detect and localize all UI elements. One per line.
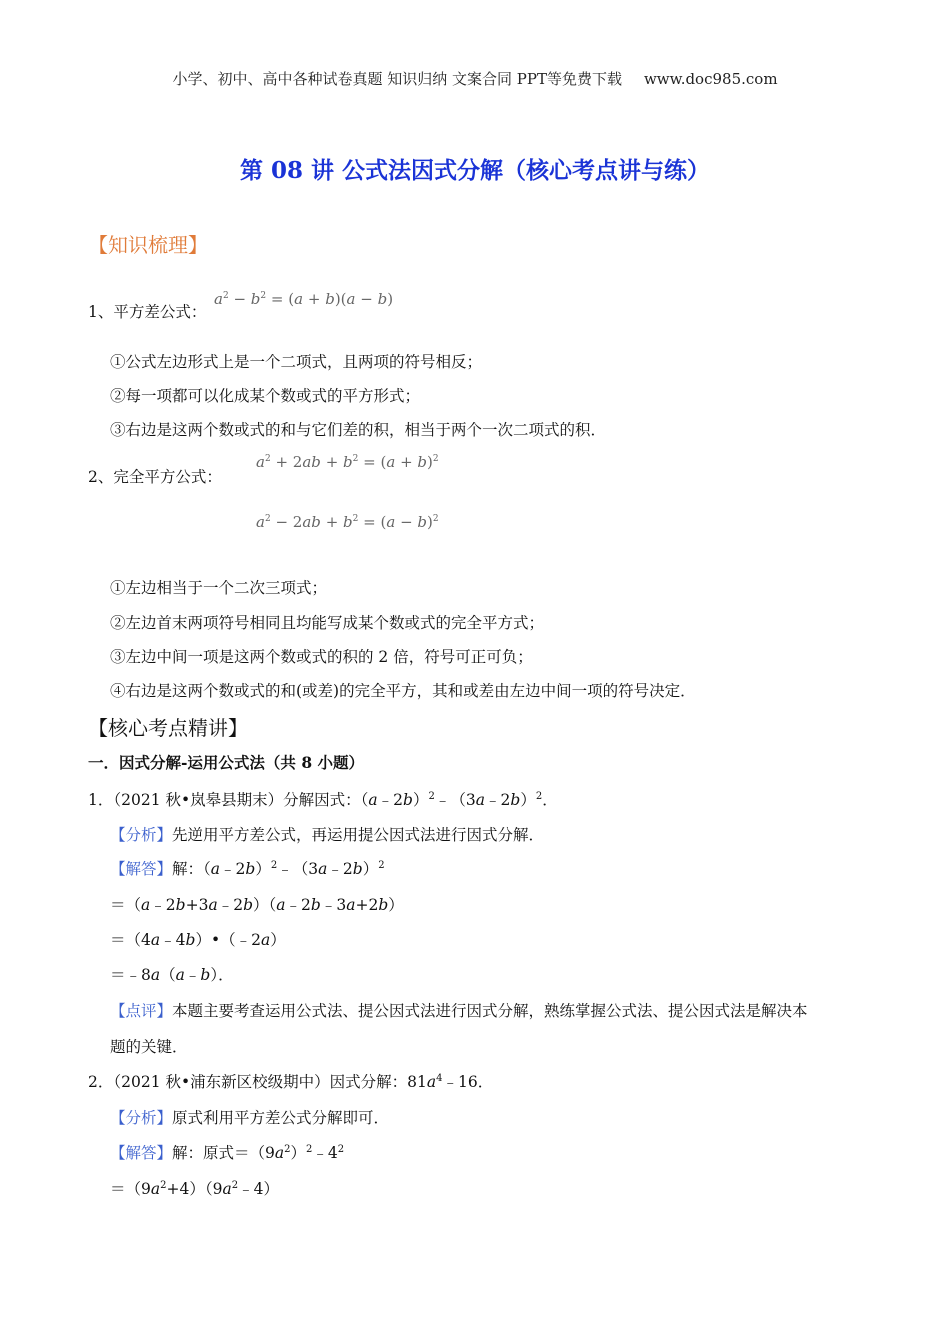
formula-difference-of-squares: $a^2 - b^2 = (a + b)(a - b)$ (214, 290, 394, 308)
page-header (0, 68, 950, 89)
q2-answer-prefix: 解：原式＝ (172, 1144, 250, 1162)
q1-source: （2021 秋•岚皋县期末）分解因式： (113, 791, 361, 809)
q2-analysis (110, 1106, 389, 1128)
item1-point-2: ②每一项都可以化成某个数或式的平方形式； (110, 387, 421, 405)
analysis-tag: 【分析】 (110, 826, 173, 844)
q2-expression: $81a^4﹣16$． (407, 1072, 494, 1091)
section-heading-core: 【核心考点精讲】 (88, 716, 248, 740)
item1-point-1: ①公式左边形式上是一个二项式，且两项的符号相反； (110, 353, 483, 371)
q1-answer-line-1: 【解答】解：（a﹣2b）$^2$﹣（3a﹣2b）$^2$ (110, 859, 385, 878)
q1-comment (110, 999, 808, 1021)
q1-comment-line-1: 本题主要考查运用公式法、提公因式法进行因式分解，熟练掌握公式法、提公因式法是解决本 (172, 1002, 808, 1020)
q1-expression: （a﹣2b）$^2$﹣（3a﹣2b）$^2$． (360, 790, 558, 809)
q1-answer-line-2: ＝（a﹣2b+3a﹣2b）（a﹣2b﹣3a+2b） (110, 896, 404, 914)
header-text: 小学、初中、高中各种试卷真题 知识归纳 文案合同 PPT等免费下载 (172, 70, 622, 88)
item2-point-4: ④右边是这两个数或式的和(或差)的完全平方，其和或差由左边中间一项的符号决定． (110, 682, 696, 700)
q1-number: 1． (88, 791, 114, 809)
question-2 (88, 1070, 493, 1092)
formula-perfect-square-minus: $a^2 - 2ab + b^2 = (a - b)^2$ (256, 513, 439, 531)
item2-point-2: ②左边首末两项符号相同且均能写成某个数或式的完全平方式； (110, 614, 545, 632)
item2-point-3: ③左边中间一项是这两个数或式的积的 2 倍，符号可正可负； (110, 648, 533, 666)
q2-answer-line-2: $=(9a^2+4)(9a^2﹣4)$ (110, 1179, 279, 1198)
q1-analysis-text: 先逆用平方差公式，再运用提公因式法进行因式分解． (172, 826, 545, 844)
q1-answer-line-4: ＝﹣8a（a﹣b）． (110, 966, 234, 984)
answer-tag: 【解答】 (110, 860, 173, 878)
analysis-tag: 【分析】 (110, 1109, 173, 1127)
item1-point-3: ③右边是这两个数或式的和与它们差的积，相当于两个一次二项式的积． (110, 421, 607, 439)
q2-source: （2021 秋•浦东新区校级期中）因式分解： (113, 1073, 408, 1091)
q1-analysis (110, 823, 544, 845)
comment-tag: 【点评】 (110, 1002, 173, 1020)
q1-answer-prefix: 解： (172, 860, 204, 878)
q2-number: 2． (88, 1073, 114, 1091)
q2-analysis-text: 原式利用平方差公式分解即可． (172, 1109, 390, 1127)
q1-answer-line-3: ＝（4a﹣4b）•（﹣2a） (110, 931, 286, 949)
answer-tag: 【解答】 (110, 1144, 173, 1162)
item2-point-1: ①左边相当于一个二次三项式； (110, 579, 328, 597)
q1-comment-line-2: 题的关键． (110, 1038, 188, 1056)
item2-label: 2、完全平方公式： (88, 468, 222, 486)
subsection-heading: 一．因式分解-运用公式法（共 8 小题） (88, 753, 365, 772)
q2-answer-line-1: 【解答】解：原式$=(9a^2)^2﹣4^2$ (110, 1143, 345, 1162)
question-1 (88, 788, 558, 810)
item1-label: 1、平方差公式： (88, 303, 207, 321)
header-site: www.doc985.com (643, 70, 778, 88)
section-heading-knowledge: 【知识梳理】 (88, 233, 208, 257)
formula-perfect-square-plus: $a^2 + 2ab + b^2 = (a + b)^2$ (256, 453, 439, 471)
page-title: 第 08 讲 公式法因式分解（核心考点讲与练） (239, 157, 711, 184)
